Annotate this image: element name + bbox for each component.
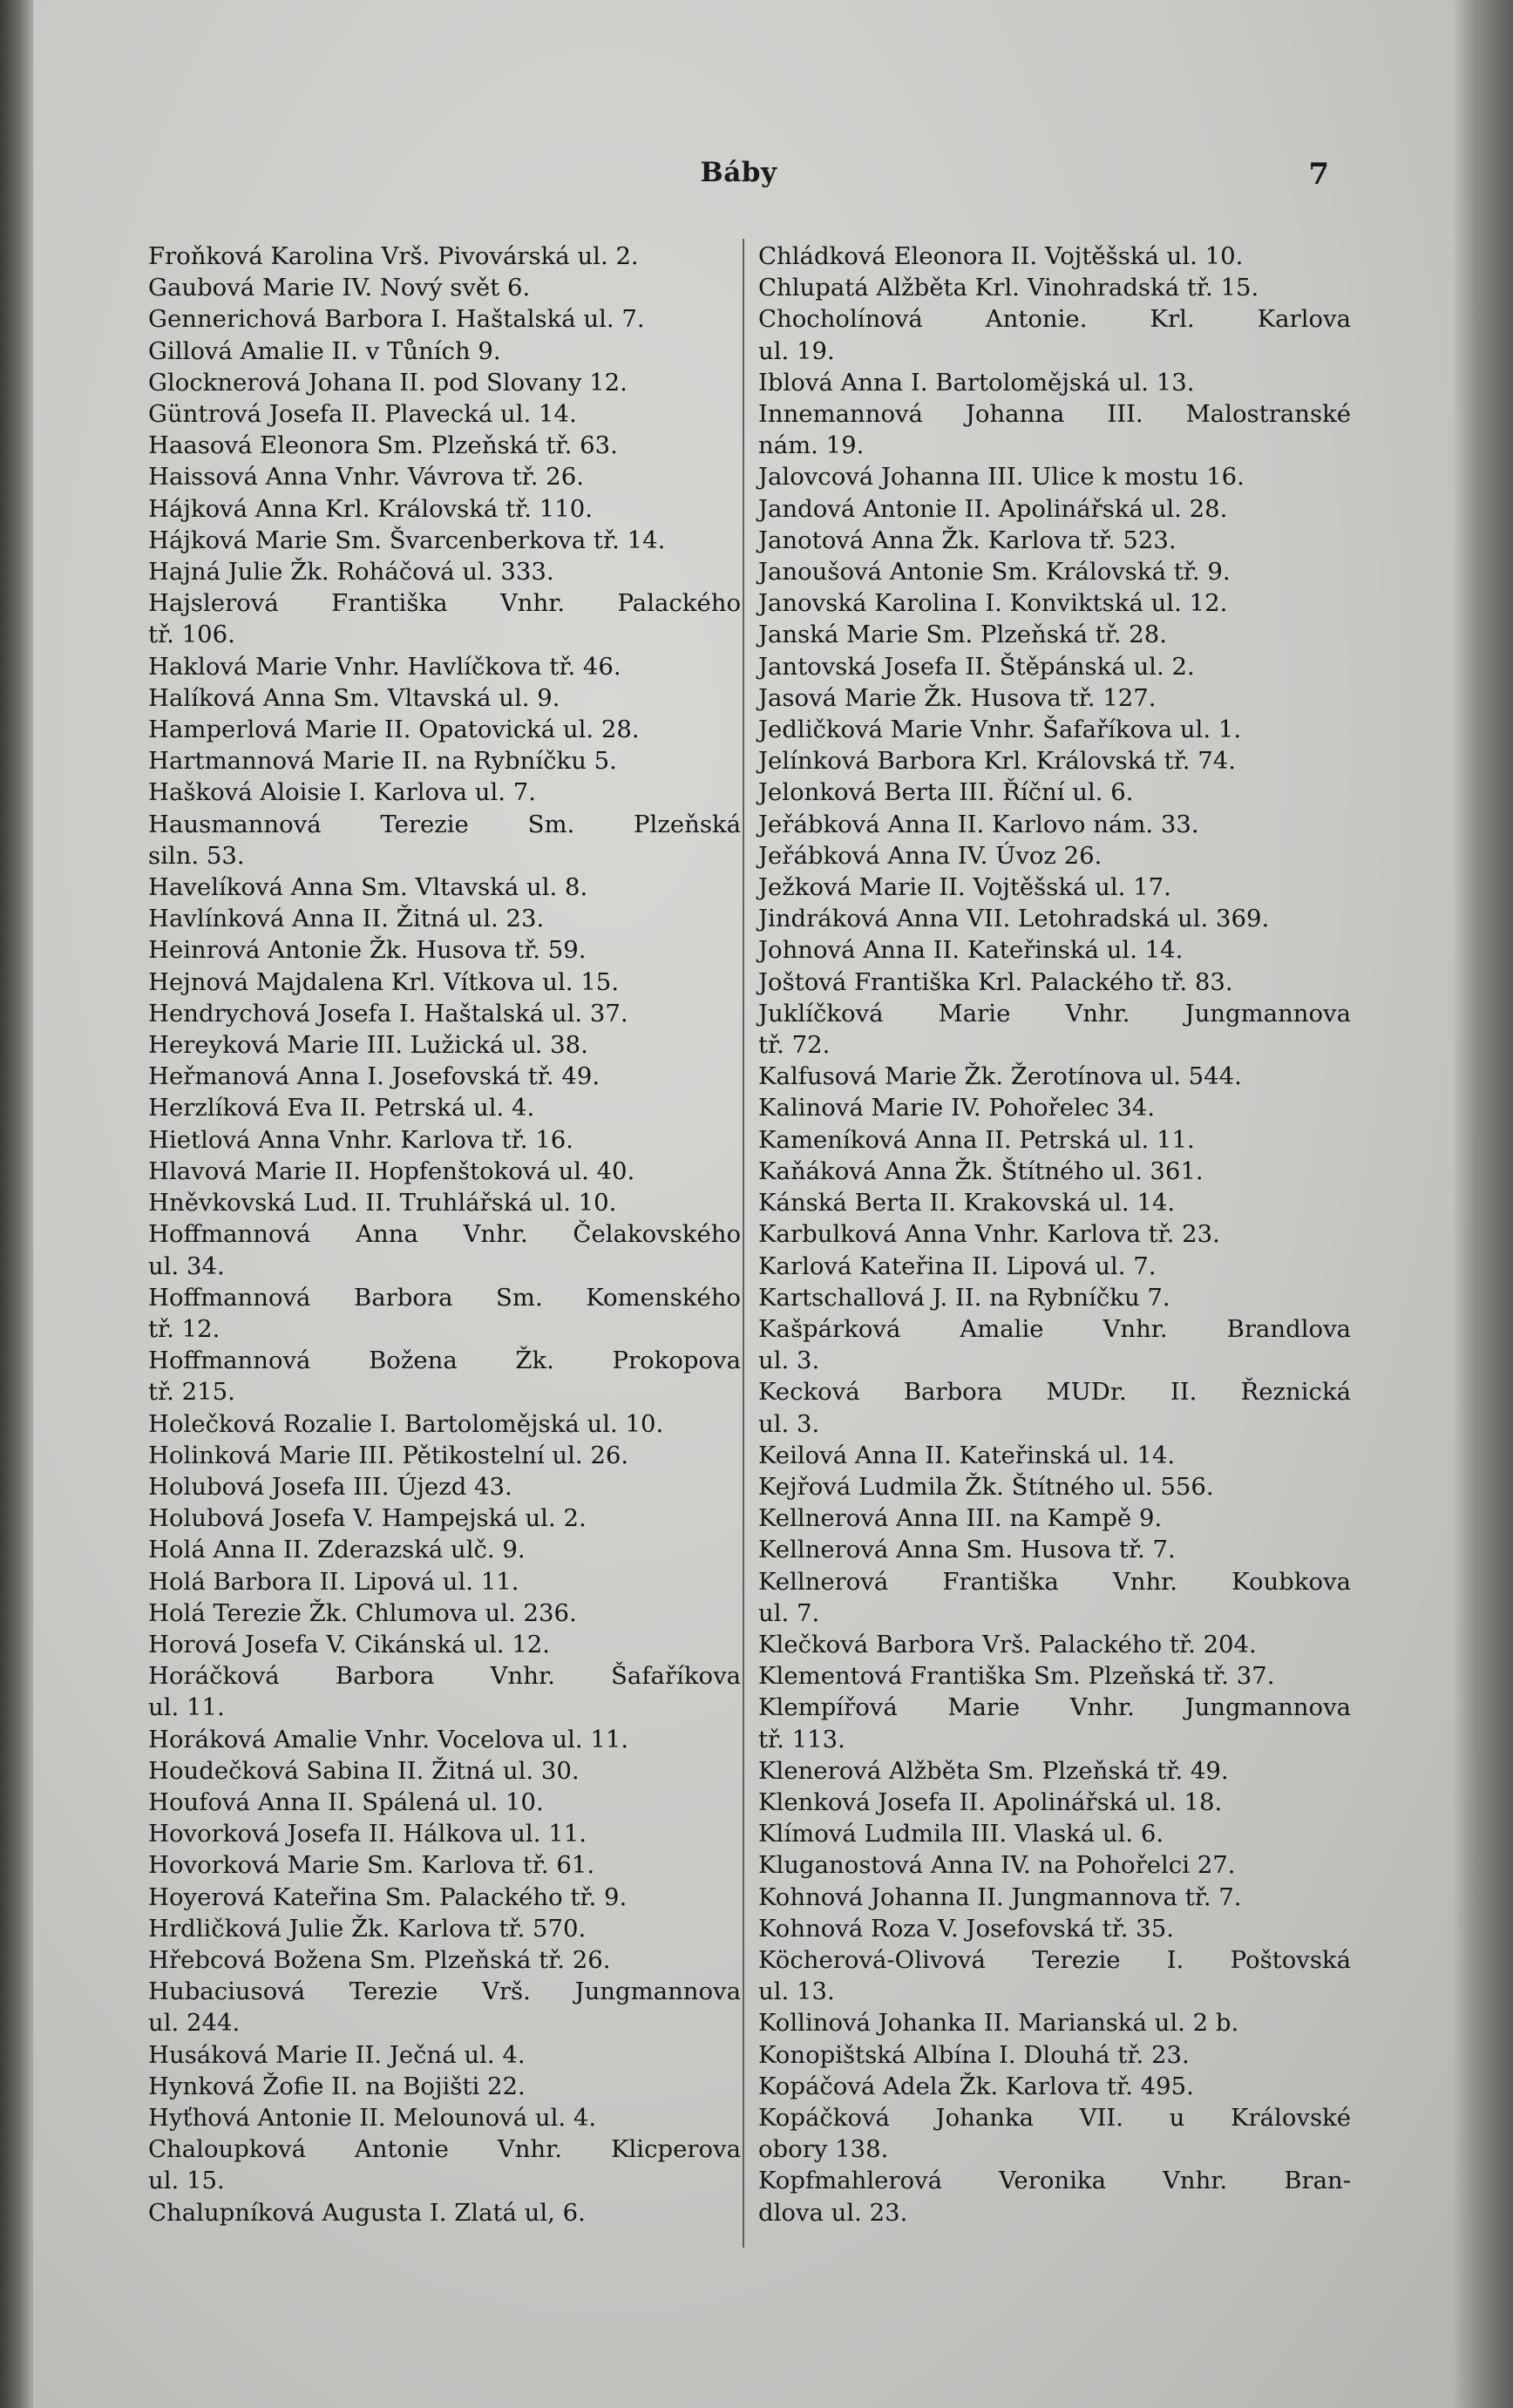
- directory-entry: [758, 461, 1351, 492]
- directory-entry: [758, 1502, 1351, 1534]
- directory-entry: [758, 587, 1351, 619]
- running-title: Báby: [700, 157, 777, 188]
- entry-line: Hoyerová Kateřina Sm. Palackého tř. 9.: [148, 1882, 628, 1911]
- entry-line: Jelonková Berta III. Říční ul. 6.: [758, 778, 1134, 807]
- directory-entry: [148, 745, 741, 777]
- directory-entry: [758, 682, 1351, 714]
- entry-line: Haissová Anna Vnhr. Vávrova tř. 26.: [148, 463, 584, 492]
- directory-entry: [148, 1597, 741, 1629]
- directory-entry: [758, 1187, 1351, 1218]
- directory-entry: [148, 587, 741, 650]
- entry-continuation: tř. 215.: [148, 1378, 235, 1407]
- directory-entry: [148, 430, 741, 461]
- entry-line: Holinková Marie III. Pětikostelní ul. 26.: [148, 1441, 629, 1469]
- directory-entry: [758, 1124, 1351, 1156]
- entry-line: Husáková Marie II. Ječná ul. 4.: [148, 2040, 526, 2069]
- left-column: [148, 241, 741, 2228]
- directory-entry: [758, 1818, 1351, 1849]
- directory-entry: [148, 367, 741, 398]
- directory-entry: [148, 1502, 741, 1534]
- entry-line: Kollinová Johanka II. Marianská ul. 2 b.: [758, 2009, 1239, 2038]
- directory-entry: [758, 1755, 1351, 1787]
- directory-entry: [148, 1408, 741, 1440]
- column-divider: [743, 239, 744, 2248]
- directory-entry: [148, 1156, 741, 1187]
- entry-line: Haklová Marie Vnhr. Havlíčkova tř. 46.: [148, 652, 621, 681]
- directory-entry: [758, 745, 1351, 777]
- entry-line: Hřebcová Božena Sm. Plzeňská tř. 26.: [148, 1945, 611, 1974]
- directory-entry: [148, 1724, 741, 1755]
- entry-line: Jasová Marie Žk. Husova tř. 127.: [758, 683, 1157, 712]
- entry-continuation: tř. 12.: [148, 1314, 221, 1343]
- directory-entry: [148, 1124, 741, 1156]
- entry-continuation: ul. 3.: [758, 1346, 820, 1375]
- entry-line: Kopáčová Adela Žk. Karlova tř. 495.: [758, 2072, 1194, 2100]
- entry-line: Jindráková Anna VII. Letohradská ul. 369.: [758, 905, 1270, 933]
- directory-entry: [148, 1534, 741, 1565]
- book-gutter-shadow: [0, 0, 33, 2408]
- page-header: [148, 157, 1329, 200]
- entry-line: Chaloupková Antonie Vnhr. Klicperova: [148, 2135, 741, 2164]
- entry-line: Konopištská Albína I. Dlouhá tř. 23.: [758, 2040, 1190, 2069]
- directory-entry: [758, 998, 1351, 1061]
- directory-entry: [758, 1787, 1351, 1818]
- entry-line: Chocholínová Antonie. Krl. Karlova: [758, 305, 1351, 334]
- directory-entry: [148, 934, 741, 966]
- entry-line: Havlínková Anna II. Žitná ul. 23.: [148, 905, 545, 933]
- directory-entry: [758, 903, 1351, 934]
- entry-line: Kameníková Anna II. Petrská ul. 11.: [758, 1125, 1195, 1154]
- entry-continuation: ul. 244.: [148, 2009, 241, 2038]
- directory-entry: [758, 241, 1351, 272]
- directory-entry: [148, 1092, 741, 1123]
- entry-continuation: ul. 3.: [758, 1409, 820, 1438]
- directory-entry: [148, 967, 741, 998]
- entry-line: Chalupníková Augusta I. Zlatá ul, 6.: [148, 2198, 586, 2227]
- entry-line: Hašková Aloisie I. Karlova ul. 7.: [148, 778, 536, 807]
- directory-entry: [758, 525, 1351, 556]
- directory-entry: [148, 2133, 741, 2196]
- directory-entry: [148, 461, 741, 492]
- entry-line: Kopfmahlerová Veronika Vnhr. Bran-: [758, 2167, 1351, 2195]
- entry-line: Hejnová Majdalena Krl. Vítkova ul. 15.: [148, 967, 620, 996]
- entry-line: Iblová Anna I. Bartolomějská ul. 13.: [758, 368, 1195, 397]
- entry-line: Kašpárková Amalie Vnhr. Brandlova: [758, 1314, 1351, 1343]
- directory-entry: [758, 1471, 1351, 1502]
- entry-line: Kohnová Johanna II. Jungmannova tř. 7.: [758, 1882, 1242, 1911]
- entry-line: Hynková Žofie II. na Bojišti 22.: [148, 2072, 526, 2100]
- directory-entry: [148, 1818, 741, 1849]
- directory-entry: [148, 1471, 741, 1502]
- directory-entry: [758, 303, 1351, 366]
- entry-continuation: siln. 53.: [148, 841, 245, 870]
- entry-line: Gaubová Marie IV. Nový svět 6.: [148, 274, 531, 302]
- page-number: 7: [1308, 157, 1329, 192]
- entry-line: Hubaciusová Terezie Vrš. Jungmannova: [148, 1977, 741, 2006]
- entry-line: Kohnová Roza V. Josefovská tř. 35.: [758, 1914, 1174, 1943]
- entry-line: Güntrová Josefa II. Plavecká ul. 14.: [148, 400, 577, 429]
- entry-continuation: ul. 15.: [148, 2167, 225, 2195]
- directory-entry: [758, 651, 1351, 682]
- directory-entry: [758, 493, 1351, 525]
- entry-line: Kánská Berta II. Krakovská ul. 14.: [758, 1189, 1176, 1218]
- directory-entry: [758, 367, 1351, 398]
- entry-line: Houfová Anna II. Spálená ul. 10.: [148, 1787, 544, 1816]
- entry-continuation: nám. 19.: [758, 431, 865, 460]
- entry-line: Klempířová Marie Vnhr. Jungmannova: [758, 1693, 1351, 1722]
- entry-line: Jantovská Josefa II. Štěpánská ul. 2.: [758, 652, 1195, 681]
- entry-line: Jalovcová Johanna III. Ulice k mostu 16.: [758, 463, 1245, 492]
- entry-line: Janotová Anna Žk. Karlova tř. 523.: [758, 526, 1177, 554]
- directory-entry: [148, 1755, 741, 1787]
- entry-line: Hájková Marie Sm. Švarcenberkova tř. 14.: [148, 526, 666, 554]
- directory-entry: [758, 1251, 1351, 1282]
- entry-line: Hietlová Anna Vnhr. Karlova tř. 16.: [148, 1125, 573, 1154]
- directory-entry: [758, 2165, 1351, 2228]
- directory-entry: [148, 2197, 741, 2228]
- entry-line: Gennerichová Barbora I. Haštalská ul. 7.: [148, 305, 645, 334]
- entry-line: Kecková Barbora MUDr. II. Řeznická: [758, 1378, 1351, 1407]
- entry-line: Jeřábková Anna IV. Úvoz 26.: [758, 841, 1103, 870]
- directory-entry: [148, 493, 741, 525]
- entry-line: Hoffmannová Anna Vnhr. Čelakovského: [148, 1220, 741, 1249]
- directory-entry: [148, 2071, 741, 2102]
- entry-continuation: obory 138.: [758, 2135, 889, 2164]
- directory-entry: [758, 619, 1351, 650]
- entry-line: Jedličková Marie Vnhr. Šafaříkova ul. 1.: [758, 716, 1242, 744]
- entry-line: Havelíková Anna Sm. Vltavská ul. 8.: [148, 873, 588, 902]
- entry-line: Hausmannová Terezie Sm. Plzeňská: [148, 810, 741, 838]
- entry-line: Holá Anna II. Zderazská ulč. 9.: [148, 1536, 526, 1564]
- entry-line: Köcherová-Olivová Terezie I. Poštovská: [758, 1945, 1351, 1974]
- entry-line: Hoffmannová Barbora Sm. Komenského: [148, 1283, 741, 1312]
- entry-line: Horová Josefa V. Cikánská ul. 12.: [148, 1630, 550, 1658]
- entry-line: Kellnerová Anna III. na Kampě 9.: [758, 1504, 1163, 1533]
- entry-line: Joštová Františka Krl. Palackého tř. 83.: [758, 967, 1233, 996]
- entry-continuation: ul. 19.: [758, 336, 835, 365]
- entry-line: Chládková Eleonora II. Vojtěšská ul. 10.: [758, 242, 1244, 270]
- directory-entry: [148, 809, 741, 872]
- directory-entry: [148, 872, 741, 903]
- entry-line: Kopáčková Johanka VII. u Královské: [758, 2103, 1351, 2132]
- entry-line: Glocknerová Johana II. pod Slovany 12.: [148, 368, 628, 397]
- directory-entry: [758, 2007, 1351, 2038]
- directory-entry: [148, 1345, 741, 1407]
- page-edge-shadow: [1452, 0, 1513, 2408]
- directory-entry: [758, 1313, 1351, 1376]
- entry-line: Kellnerová Františka Vnhr. Koubkova: [758, 1567, 1351, 1596]
- entry-line: Hrdličková Julie Žk. Karlova tř. 570.: [148, 1914, 587, 1943]
- entry-line: Johnová Anna II. Kateřinská ul. 14.: [758, 936, 1184, 965]
- directory-entry: [758, 398, 1351, 461]
- entry-line: Klenerová Alžběta Sm. Plzeňská tř. 49.: [758, 1756, 1229, 1785]
- directory-entry: [148, 525, 741, 556]
- entry-line: Klímová Ludmila III. Vlaská ul. 6.: [758, 1820, 1164, 1848]
- directory-entry: [148, 241, 741, 272]
- entry-line: Kartschallová J. II. na Rybníčku 7.: [758, 1283, 1170, 1312]
- directory-entry: [758, 1629, 1351, 1660]
- directory-entry: [148, 398, 741, 430]
- entry-line: Holubová Josefa III. Újezd 43.: [148, 1472, 512, 1501]
- entry-line: Karbulková Anna Vnhr. Karlova tř. 23.: [758, 1220, 1220, 1249]
- entry-line: Hovorková Josefa II. Hálkova ul. 11.: [148, 1820, 587, 1848]
- directory-entry: [148, 682, 741, 714]
- directory-entry: [758, 967, 1351, 998]
- directory-entry: [758, 1692, 1351, 1754]
- entry-line: Klementová Františka Sm. Plzeňská tř. 37.: [758, 1662, 1275, 1691]
- directory-entry: [148, 1440, 741, 1471]
- entry-line: Kalinová Marie IV. Pohořelec 34.: [758, 1094, 1155, 1123]
- directory-entry: [758, 2102, 1351, 2165]
- entry-line: Jandová Antonie II. Apolinářská ul. 28.: [758, 494, 1228, 523]
- entry-continuation: ul. 34.: [148, 1251, 225, 1280]
- directory-entry: [148, 1029, 741, 1061]
- entry-line: Horáčková Barbora Vnhr. Šafaříkova: [148, 1662, 741, 1691]
- directory-entry: [758, 2071, 1351, 2102]
- entry-line: Froňková Karolina Vrš. Pivovárská ul. 2.: [148, 242, 639, 270]
- entry-line: Hoffmannová Božena Žk. Prokopova: [148, 1346, 741, 1375]
- entry-line: Holubová Josefa V. Hampejská ul. 2.: [148, 1504, 587, 1533]
- directory-entry: [758, 1092, 1351, 1123]
- entry-line: Houdečková Sabina II. Žitná ul. 30.: [148, 1756, 580, 1785]
- directory-entry: [758, 1440, 1351, 1471]
- directory-entry: [148, 1913, 741, 1944]
- directory-entry: [148, 1882, 741, 1913]
- directory-entry: [758, 1944, 1351, 2007]
- entry-line: Haasová Eleonora Sm. Plzeňská tř. 63.: [148, 431, 618, 460]
- directory-entry: [758, 714, 1351, 745]
- entry-line: Hlavová Marie II. Hopfenštoková ul. 40.: [148, 1157, 635, 1185]
- entry-line: Hartmannová Marie II. na Rybníčku 5.: [148, 747, 617, 776]
- entry-line: Hendrychová Josefa I. Haštalská ul. 37.: [148, 999, 628, 1028]
- directory-entry: [148, 303, 741, 335]
- directory-entry: [148, 903, 741, 934]
- entry-line: Heinrová Antonie Žk. Husova tř. 59.: [148, 936, 587, 965]
- directory-entry: [148, 1787, 741, 1818]
- entry-line: Kluganostová Anna IV. na Pohořelci 27.: [758, 1851, 1236, 1880]
- directory-entry: [148, 998, 741, 1029]
- entry-line: Innemannová Johanna III. Malostranské: [758, 400, 1351, 429]
- directory-entry: [758, 272, 1351, 303]
- directory-entry: [148, 1061, 741, 1092]
- entry-continuation: tř. 106.: [148, 621, 235, 649]
- directory-entry: [758, 1061, 1351, 1092]
- entry-line: Kellnerová Anna Sm. Husova tř. 7.: [758, 1536, 1176, 1564]
- directory-entry: [148, 2102, 741, 2133]
- directory-entry: [148, 1566, 741, 1597]
- directory-entry: [758, 1156, 1351, 1187]
- entry-line: Karlová Kateřina II. Lipová ul. 7.: [758, 1251, 1157, 1280]
- entry-line: Klenková Josefa II. Apolinářská ul. 18.: [758, 1787, 1223, 1816]
- directory-entry: [758, 1913, 1351, 1944]
- directory-entry: [758, 1566, 1351, 1629]
- directory-entry: [148, 1282, 741, 1345]
- directory-entry: [758, 1660, 1351, 1692]
- entry-continuation: ul. 7.: [758, 1598, 820, 1627]
- directory-entry: [148, 777, 741, 808]
- entry-line: Hněvkovská Lud. II. Truhlářská ul. 10.: [148, 1189, 617, 1218]
- directory-entry: [758, 1376, 1351, 1439]
- entry-continuation: tř. 72.: [758, 1031, 831, 1060]
- entry-line: Kaňáková Anna Žk. Štítného ul. 361.: [758, 1157, 1204, 1185]
- entry-line: Janovská Karolina I. Konviktská ul. 12.: [758, 589, 1228, 618]
- entry-line: Hamperlová Marie II. Opatovická ul. 28.: [148, 716, 640, 744]
- directory-entry: [148, 1944, 741, 1976]
- entry-line: Hajslerová Františka Vnhr. Palackého: [148, 589, 741, 618]
- directory-entry: [758, 1882, 1351, 1913]
- directory-entry: [758, 1534, 1351, 1565]
- entry-line: Juklíčková Marie Vnhr. Jungmannova: [758, 999, 1351, 1028]
- directory-entry: [148, 1660, 741, 1723]
- entry-line: Horáková Amalie Vnhr. Vocelova ul. 11.: [148, 1725, 629, 1753]
- directory-entry: [758, 2039, 1351, 2071]
- directory-entry: [758, 872, 1351, 903]
- directory-entry: [758, 934, 1351, 966]
- directory-entry: [148, 1218, 741, 1281]
- right-column: [758, 241, 1351, 2228]
- directory-entry: [758, 840, 1351, 872]
- entry-continuation: ul. 11.: [148, 1693, 225, 1722]
- directory-entry: [758, 1282, 1351, 1313]
- entry-line: Janská Marie Sm. Plzeňská tř. 28.: [758, 621, 1168, 649]
- entry-continuation: dlova ul. 23.: [758, 2198, 908, 2227]
- entry-line: Hájková Anna Krl. Královská tř. 110.: [148, 494, 593, 523]
- directory-entry: [148, 556, 741, 587]
- directory-entry: [758, 556, 1351, 587]
- directory-entry: [758, 777, 1351, 808]
- entry-line: Jelínková Barbora Krl. Královská tř. 74.: [758, 747, 1236, 776]
- entry-continuation: tř. 113.: [758, 1725, 845, 1753]
- entry-line: Keilová Anna II. Kateřinská ul. 14.: [758, 1441, 1176, 1469]
- entry-line: Holá Terezie Žk. Chlumova ul. 236.: [148, 1598, 577, 1627]
- entry-line: Herzlíková Eva II. Petrská ul. 4.: [148, 1094, 535, 1123]
- entry-line: Hereyková Marie III. Lužická ul. 38.: [148, 1031, 588, 1060]
- directory-entry: [758, 809, 1351, 840]
- directory-entry: [148, 1187, 741, 1218]
- directory-entry: [148, 651, 741, 682]
- directory-entry: [758, 1218, 1351, 1250]
- entry-line: Kejřová Ludmila Žk. Štítného ul. 556.: [758, 1472, 1214, 1501]
- directory-entry: [148, 1629, 741, 1660]
- entry-line: Hajná Julie Žk. Roháčová ul. 333.: [148, 558, 554, 587]
- directory-entry: [148, 1976, 741, 2038]
- entry-line: Hovorková Marie Sm. Karlova tř. 61.: [148, 1851, 595, 1880]
- entry-line: Janoušová Antonie Sm. Královská tř. 9.: [758, 558, 1231, 587]
- entry-line: Klečková Barbora Vrš. Palackého tř. 204.: [758, 1630, 1257, 1658]
- directory-entry: [148, 1849, 741, 1881]
- entry-line: Holečková Rozalie I. Bartolomějská ul. 10.: [148, 1409, 664, 1438]
- entry-line: Gillová Amalie II. v Tůních 9.: [148, 336, 501, 365]
- entry-line: Ježková Marie II. Vojtěšská ul. 17.: [758, 873, 1171, 902]
- directory-entry: [148, 2039, 741, 2071]
- entry-line: Kalfusová Marie Žk. Žerotínova ul. 544.: [758, 1062, 1242, 1091]
- entry-line: Hyťhová Antonie II. Melounová ul. 4.: [148, 2103, 597, 2132]
- directory-entry: [148, 272, 741, 303]
- entry-line: Heřmanová Anna I. Josefovská tř. 49.: [148, 1062, 600, 1091]
- directory-entry: [148, 336, 741, 367]
- directory-entry: [148, 714, 741, 745]
- entry-line: Halíková Anna Sm. Vltavská ul. 9.: [148, 683, 560, 712]
- entry-continuation: ul. 13.: [758, 1977, 835, 2006]
- entry-line: Chlupatá Alžběta Krl. Vinohradská tř. 15.: [758, 274, 1259, 302]
- entry-line: Jeřábková Anna II. Karlovo nám. 33.: [758, 810, 1199, 838]
- entry-line: Holá Barbora II. Lipová ul. 11.: [148, 1567, 519, 1596]
- directory-entry: [758, 1849, 1351, 1881]
